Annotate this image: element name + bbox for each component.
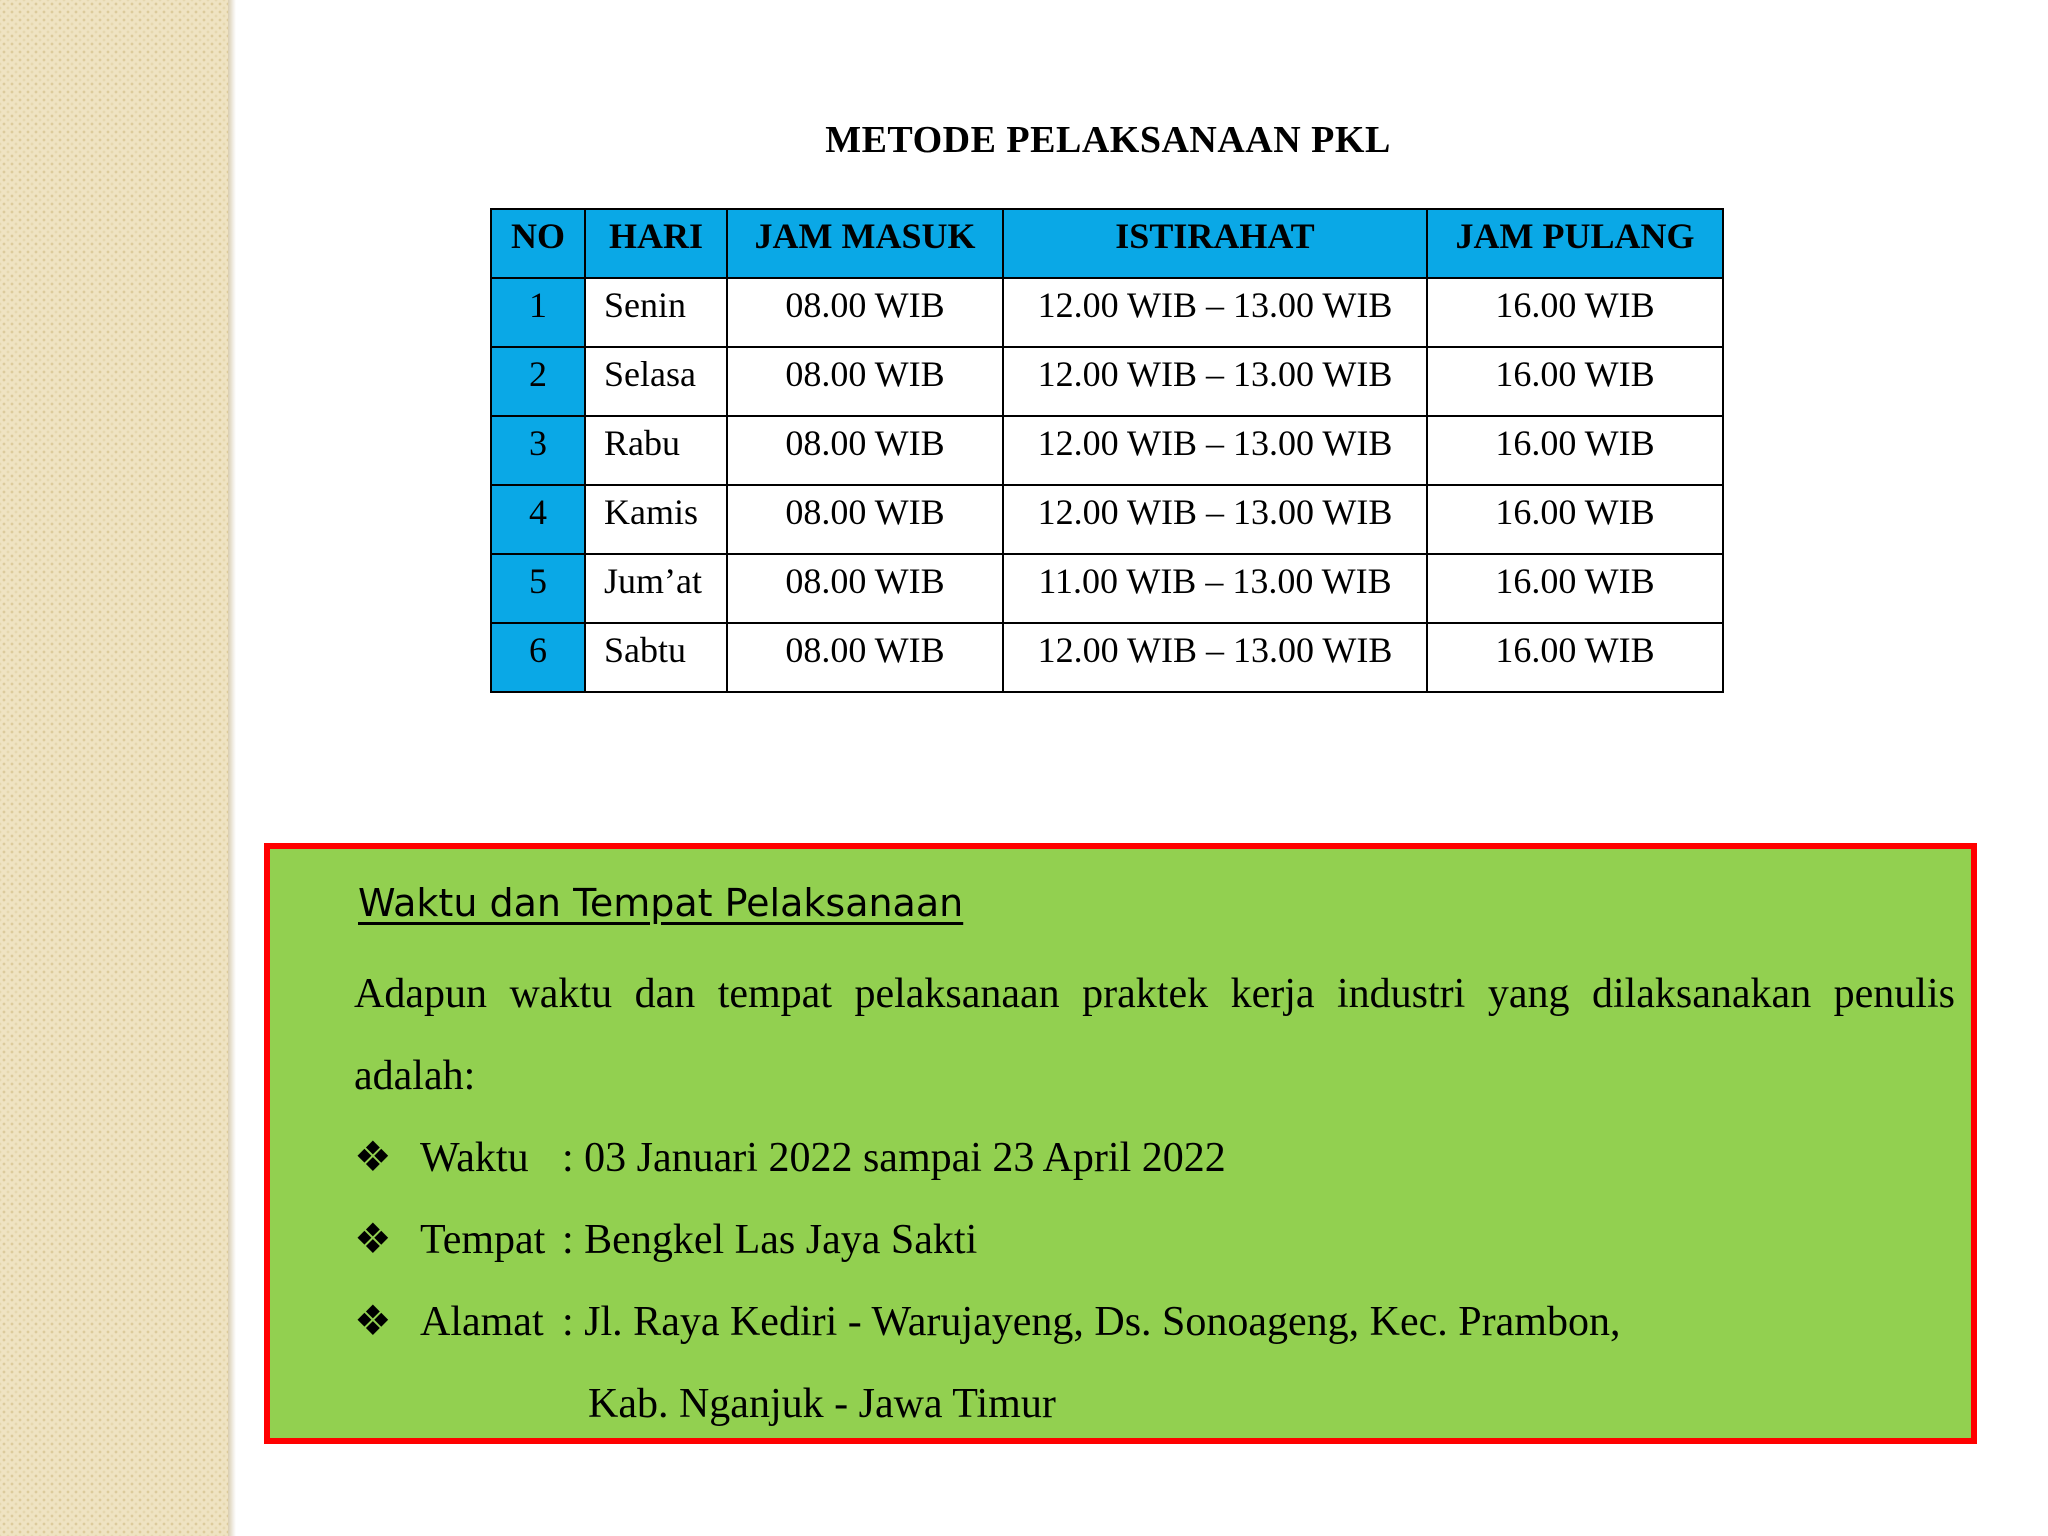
bullet-label: Waktu	[420, 1135, 529, 1181]
cell-check-in: 08.00 WIB	[727, 554, 1003, 623]
bullet-value: : Bengkel Las Jaya Sakti	[562, 1217, 978, 1263]
cell-day: Senin	[585, 278, 727, 347]
diamond-bullet-icon: ❖	[354, 1217, 392, 1263]
bullet-time	[354, 1117, 1226, 1199]
table-header-row	[491, 209, 1723, 278]
diamond-bullet-icon: ❖	[354, 1299, 392, 1345]
cell-check-out: 16.00 WIB	[1427, 485, 1723, 554]
bullet-value: : 03 Januari 2022 sampai 23 April 2022	[562, 1135, 1226, 1181]
cell-check-in: 08.00 WIB	[727, 278, 1003, 347]
cell-break: 11.00 WIB – 13.00 WIB	[1003, 554, 1427, 623]
cell-no: 4	[491, 485, 585, 554]
cell-check-in: 08.00 WIB	[727, 623, 1003, 692]
table-row	[491, 623, 1723, 692]
bullet-address	[354, 1281, 1620, 1363]
address-continuation: Kab. Nganjuk - Jawa Timur	[588, 1381, 1056, 1427]
cell-day: Rabu	[585, 416, 727, 485]
info-heading: Waktu dan Tempat Pelaksanaan	[358, 881, 964, 925]
bullet-label: Alamat	[420, 1299, 544, 1345]
cell-break: 12.00 WIB – 13.00 WIB	[1003, 485, 1427, 554]
bullet-place	[354, 1199, 977, 1281]
col-header-check-out: JAM PULANG	[1427, 209, 1723, 278]
col-header-check-in: JAM MASUK	[727, 209, 1003, 278]
cell-break: 12.00 WIB – 13.00 WIB	[1003, 278, 1427, 347]
cell-no: 2	[491, 347, 585, 416]
cell-check-in: 08.00 WIB	[727, 347, 1003, 416]
decorative-sidebar	[0, 0, 228, 1536]
cell-break: 12.00 WIB – 13.00 WIB	[1003, 347, 1427, 416]
info-box	[264, 843, 1977, 1444]
sidebar-edge	[228, 0, 236, 1536]
col-header-break: ISTIRAHAT	[1003, 209, 1427, 278]
cell-no: 3	[491, 416, 585, 485]
cell-check-out: 16.00 WIB	[1427, 554, 1723, 623]
page-title: METODE PELAKSANAAN PKL	[825, 119, 1391, 161]
diamond-bullet-icon: ❖	[354, 1135, 392, 1181]
cell-check-in: 08.00 WIB	[727, 485, 1003, 554]
cell-break: 12.00 WIB – 13.00 WIB	[1003, 623, 1427, 692]
cell-no: 6	[491, 623, 585, 692]
col-header-day: HARI	[585, 209, 727, 278]
cell-day: Selasa	[585, 347, 727, 416]
cell-day: Jum’at	[585, 554, 727, 623]
table-row	[491, 485, 1723, 554]
cell-day: Kamis	[585, 485, 727, 554]
bullet-value: : Jl. Raya Kediri - Warujayeng, Ds. Sonoageng, Kec. Prambon,	[562, 1299, 1621, 1345]
cell-check-out: 16.00 WIB	[1427, 347, 1723, 416]
table-row	[491, 278, 1723, 347]
table-row	[491, 416, 1723, 485]
cell-break: 12.00 WIB – 13.00 WIB	[1003, 416, 1427, 485]
bullet-label: Tempat	[420, 1217, 546, 1263]
cell-check-out: 16.00 WIB	[1427, 416, 1723, 485]
cell-day: Sabtu	[585, 623, 727, 692]
cell-no: 1	[491, 278, 585, 347]
cell-check-out: 16.00 WIB	[1427, 623, 1723, 692]
schedule-table	[490, 208, 1724, 693]
table-row	[491, 347, 1723, 416]
cell-check-out: 16.00 WIB	[1427, 278, 1723, 347]
table-row	[491, 554, 1723, 623]
cell-no: 5	[491, 554, 585, 623]
col-header-no: NO	[491, 209, 585, 278]
info-paragraph: Adapun waktu dan tempat pelaksanaan praktek kerja industri yang dilaksanakan penulis adalah:	[354, 971, 1955, 1099]
cell-check-in: 08.00 WIB	[727, 416, 1003, 485]
